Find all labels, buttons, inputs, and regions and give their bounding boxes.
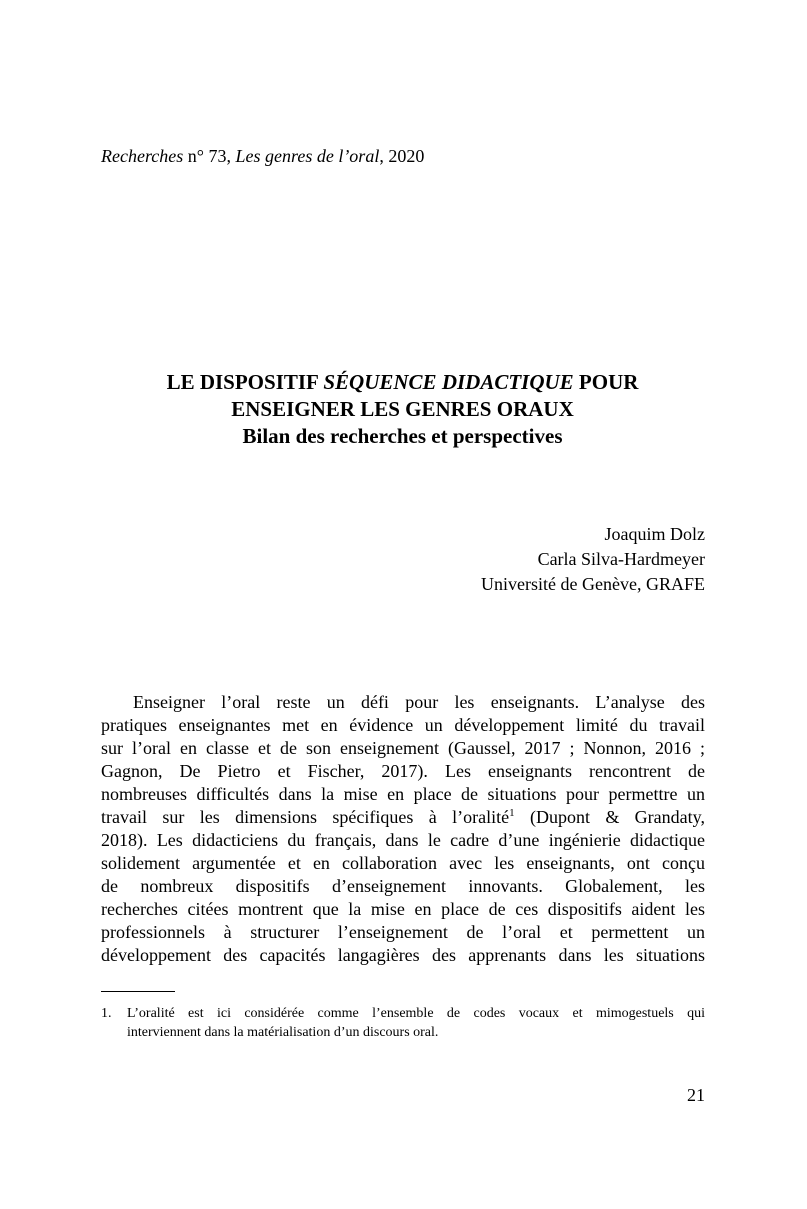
body-line: Enseigner l’oral reste un défi pour les enseignants. L’analyse des bbox=[133, 692, 705, 712]
body-line: Gagnon, De Pietro et Fischer, 2017). Les enseignants rencontrent de bbox=[101, 761, 705, 781]
footnote-line: interviennent dans la matérialisation d’un discours oral. bbox=[127, 1025, 439, 1040]
footnote-line: L’oralité est ici considérée comme l’ensemble de codes vocaux et mimogestuels qui bbox=[127, 1006, 705, 1021]
footnote-reference[interactable]: 1 bbox=[509, 807, 515, 819]
running-header bbox=[101, 145, 424, 167]
title-line-2: ENSEIGNER LES GENRES ORAUX bbox=[231, 397, 574, 421]
article-subtitle: Bilan des recherches et perspectives bbox=[242, 424, 563, 448]
issue-year: , 2020 bbox=[379, 146, 425, 166]
body-line: recherches citées montrent que la mise en place de ces dispositifs aident les bbox=[101, 899, 705, 919]
body-line: 2018). Les didacticiens du français, dans le cadre d’une ingénierie didactique bbox=[101, 830, 705, 850]
title-line-1: LE DISPOSITIF SÉQUENCE DIDACTIQUE POUR bbox=[166, 370, 639, 394]
body-line: nombreuses difficultés dans la mise en place de situations pour permettre un bbox=[101, 784, 705, 804]
page-number: 21 bbox=[687, 1085, 705, 1105]
article-title bbox=[100, 369, 705, 450]
body-line: solidement argumentée et en collaboration avec les enseignants, ont conçu bbox=[101, 853, 705, 873]
author-affiliation: Université de Genève, GRAFE bbox=[481, 574, 705, 594]
footnote-number: 1. bbox=[101, 1006, 112, 1021]
footnote bbox=[101, 1004, 705, 1042]
title-italic: SÉQUENCE DIDACTIQUE bbox=[323, 370, 574, 394]
author-name: Joaquim Dolz bbox=[604, 524, 705, 544]
author-block bbox=[305, 522, 705, 597]
footnote-separator bbox=[101, 991, 175, 992]
issue-theme: Les genres de l’oral bbox=[235, 146, 380, 166]
journal-name: Recherches bbox=[101, 146, 184, 166]
issue-number: n° 73, bbox=[183, 146, 236, 166]
body-line: pratiques enseignantes met en évidence un développement limité du travail bbox=[101, 715, 705, 735]
body-paragraph bbox=[101, 691, 705, 967]
body-line-with-footnote: travail sur les dimensions spécifiques à l’oralité$^1$ (Dupont & Grandaty, bbox=[101, 807, 705, 827]
body-line: de nombreux dispositifs d’enseignement innovants. Globalement, les bbox=[101, 876, 705, 896]
author-name: Carla Silva-Hardmeyer bbox=[537, 549, 705, 569]
body-line: professionnels à structurer l’enseignement de l’oral et permettent un bbox=[101, 922, 705, 942]
body-line: sur l’oral en classe et de son enseignement (Gaussel, 2017 ; Nonnon, 2016 ; bbox=[101, 738, 705, 758]
body-line: développement des capacités langagières des apprenants dans les situations bbox=[101, 945, 705, 965]
